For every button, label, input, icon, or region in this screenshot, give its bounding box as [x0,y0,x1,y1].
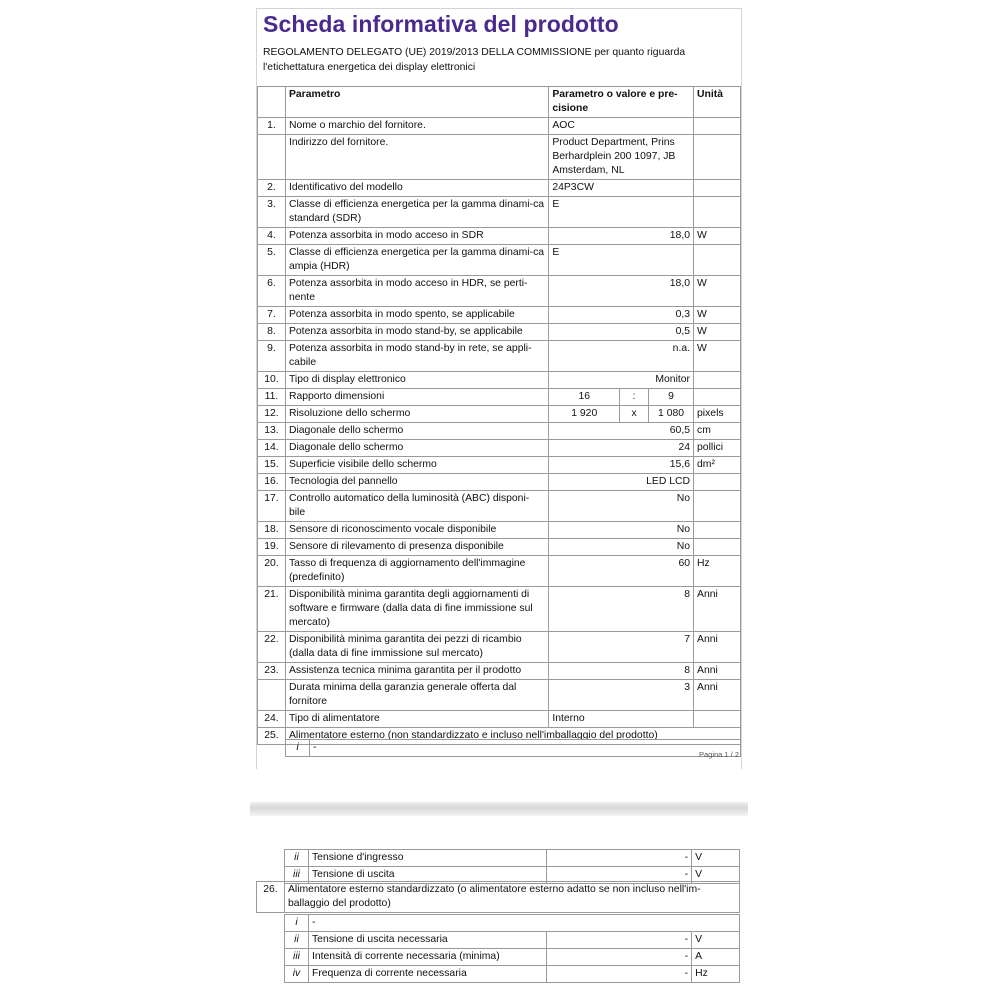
table-row: 4. Potenza assorbita in modo acceso in SDR 18,0 W [258,228,741,245]
page-divider [250,802,748,816]
continued-table-top [284,849,740,884]
table-row: i - [285,915,740,932]
table-row: i - [286,740,741,757]
table-row: 26. Alimentatore esterno standardizzato (o alimentatore esterno adatto se non incluso nell'im-ballaggio del prodotto) [257,882,740,913]
table-row: 14. Diagonale dello schermo 24 pollici [258,440,741,457]
table-row: ii Tensione d'ingresso - V [285,850,740,867]
item-26-subtable [284,914,740,983]
document-subtitle: REGOLAMENTO DELEGATO (UE) 2019/2013 DELLA COMMISSIONE per quanto riguarda l'etichettatura energetica dei display elettronici [263,47,686,73]
table-row: 10. Tipo di display elettronico Monitor [258,372,741,389]
table-row: 21. Disponibilità minima garantita degli aggiornamenti di software e firmware (dalla data di fine immissione sul mercato) 8 Anni [258,587,741,632]
product-info-table [257,86,741,745]
table-row: 23. Assistenza tecnica minima garantita per il prodotto 8 Anni [258,663,741,680]
table-row: Indirizzo del fornitore. Product Department, Prins Berhardplein 200 1097, JB Amsterdam, NL [258,135,741,180]
table-row: iii Tensione di uscita - V [285,867,740,884]
table-row: iii Intensità di corrente necessaria (minima) - A [285,949,740,966]
table-row: 13. Diagonale dello schermo 60,5 cm [258,423,741,440]
table-row: 3. Classe di efficienza energetica per la gamma dinami-ca standard (SDR) E [258,197,741,228]
table-row: 20. Tasso di frequenza di aggiornamento dell'immagine (predefinito) 60 Hz [258,556,741,587]
table-row: 9. Potenza assorbita in modo stand-by in rete, se appli-cabile n.a. W [258,341,741,372]
table-row: 24. Tipo di alimentatore Interno [258,711,741,728]
header-param: Parametro [285,87,548,118]
document-page-1 [256,8,742,769]
table-row: 11. Rapporto dimensioni 16 : 9 [258,389,741,406]
table-row: 6. Potenza assorbita in modo acceso in HDR, se perti-nente 18,0 W [258,276,741,307]
header-value: Parametro o valore e pre-cisione [549,87,694,118]
table-row: 19. Sensore di rilevamento di presenza disponibile No [258,539,741,556]
table-row: 25. Alimentatore esterno (non standardizzato e incluso nell'imballaggio del prodotto) [258,728,741,745]
table-row: 16. Tecnologia del pannello LED LCD [258,474,741,491]
table-row: ii Tensione di uscita necessaria - V [285,932,740,949]
table-row: 22. Disponibilità minima garantita dei pezzi di ricambio (dalla data di fine immissione sul mercato) 7 Anni [258,632,741,663]
table-row: 8. Potenza assorbita in modo stand-by, se applicabile 0,5 W [258,324,741,341]
table-row: iv Frequenza di corrente necessaria - Hz [285,966,740,983]
sub-item-table [285,739,741,757]
table-row: Durata minima della garanzia generale offerta dal fornitore 3 Anni [258,680,741,711]
table-row: 18. Sensore di riconoscimento vocale disponibile No [258,522,741,539]
table-header-row [258,87,741,118]
table-row: 17. Controllo automatico della luminosità (ABC) disponi-bile No [258,491,741,522]
table-row: 1. Nome o marchio del fornitore. AOC [258,118,741,135]
page-number: Pagina 1 / 2 [698,750,739,759]
table-row: 5. Classe di efficienza energetica per la gamma dinami-ca ampia (HDR) E [258,245,741,276]
header-unit: Unità [694,87,741,118]
table-row: 12. Risoluzione dello schermo 1 920 x 1 080 pixels [258,406,741,423]
table-row: 2. Identificativo del modello 24P3CW [258,180,741,197]
item-26-table [256,881,740,913]
table-row: 15. Superficie visibile dello schermo 15,6 dm² [258,457,741,474]
document-title: Scheda informativa del prodotto [263,11,619,37]
table-row: 7. Potenza assorbita in modo spento, se applicabile 0,3 W [258,307,741,324]
